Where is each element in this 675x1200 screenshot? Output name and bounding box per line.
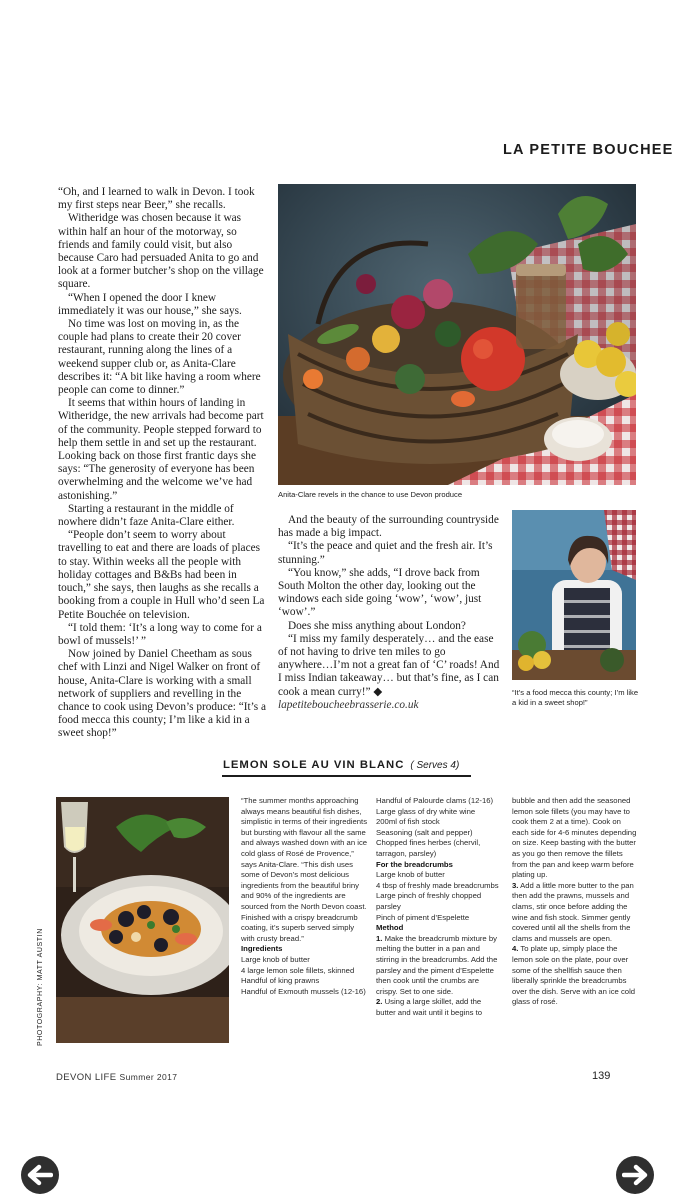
website-link[interactable]: lapetiteboucheebrasserie.co.uk (278, 698, 419, 711)
article-paragraph: Now joined by Daniel Cheetham as sous chef with Linzi and Nigel Walker on front of house, Anita-Clare is working with a small network of suppliers and revelling in the chance to cook using Devon’s produce: “It’s a food mecca this county; I’m like a kid in a sweet shop!” (58, 648, 266, 740)
step-number: 4. (512, 944, 519, 954)
magazine-issue: Summer 2017 (119, 1072, 178, 1082)
ingredient-item: Handful of Palourde clams (12-16) (376, 796, 494, 805)
method-step (376, 997, 500, 1018)
article-paragraph: “When I opened the door I knew immediately it was our house,” she says. (58, 291, 242, 317)
article-paragraph: “I told them: ‘It’s a long way to come for a bowl of mussels!’ ” (58, 621, 262, 647)
ingredient-item: Handful of Exmouth mussels (12-16) (241, 986, 366, 996)
article-paragraph: “It’s the peace and quiet and the fresh air. It’s stunning.” (278, 540, 493, 566)
breadcrumb-item: 4 tbsp of freshly made breadcrumbs (376, 880, 499, 890)
ingredient-item: Handful of king prawns (241, 976, 320, 986)
article-paragraph: “Oh, and I learned to walk in Devon. I took my first steps near Beer,” she recalls. (58, 186, 255, 212)
method-heading: Method (376, 923, 404, 933)
method-step (512, 881, 638, 945)
arrow-right-icon (622, 1164, 648, 1186)
ingredient-item: 4 large lemon sole fillets, skinned (241, 965, 355, 975)
article-paragraph: And the beauty of the surrounding countryside has made a big impact. (278, 514, 499, 540)
chef-photo-caption: “It’s a food mecca this county; I’m like a kid in a sweet shop!” (512, 688, 639, 707)
recipe-title (223, 759, 459, 771)
magazine-name: DEVON LIFE (56, 1072, 117, 1083)
ingredient-item: Large knob of butter (241, 954, 310, 964)
recipe-title-underline (222, 775, 471, 777)
ingredients-heading: Ingredients (241, 944, 283, 954)
step-number: 1. (376, 933, 383, 943)
article-column-1 (58, 186, 268, 741)
dish-photo (56, 797, 229, 1043)
article-paragraph: No time was lost on moving in, as the couple had plans to create their 20 cover restaurant, running along the lines of a weekend supper club or, as Anita-Clare describes it: “A bit like having a room where people can come to dinner.” (58, 318, 261, 397)
article-paragraph: “You know,” she adds, “I drove back from South Molton the other day, looking out the windows each side going ‘wow’, ‘wow’, just ‘wow’.” (278, 566, 482, 619)
recipe-column-2 (376, 796, 500, 1018)
main-photo-caption: Anita-Clare revels in the chance to use Devon produce (278, 490, 463, 499)
article-paragraph: Starting a restaurant in the middle of nowhere didn’t faze Anita-Clare either. (58, 502, 235, 529)
article-paragraph: “I miss my family desperately… and the ease of not having to drive ten miles to go anywhere…I’m not a great fan of ‘C’ roads! And I miss Indian takeaway… but that’s fine, as I can cook a mean curry!” ◆ (278, 632, 500, 698)
step-number: 2. (376, 997, 383, 1007)
back-button[interactable] (21, 1156, 59, 1194)
page-number: 139 (592, 1070, 611, 1082)
chef-photo (512, 510, 636, 680)
arrow-left-icon (27, 1164, 53, 1186)
method-step (512, 944, 638, 1008)
recipe-serves: ( Serves 4) (410, 760, 460, 771)
recipe-title-text: LEMON SOLE AU VIN BLANC (223, 759, 405, 771)
breadcrumbs-heading: For the breadcrumbs (376, 859, 453, 869)
step-number: 3. (512, 880, 519, 890)
ingredient-item: 200ml of fish stock (376, 817, 440, 827)
article-paragraph: “People don’t seem to worry about travelling to eat and there are loads of places to stay. Within weeks all the people with holiday cottages and B&Bs had been in touch,” she says, then laughs as she recalls a booking from a couple in Hull who’d seen La Petite Bouchée on television. (58, 529, 265, 621)
step-text: Add a little more butter to the pan then add the prawns, mussels and clams, stir once before adding the wine and fish stock. Simmer gently covered until all the shells from the clams and mussels are open. (512, 880, 634, 943)
forward-button[interactable] (616, 1156, 654, 1194)
recipe-column-1 (241, 796, 369, 997)
footer-magazine (56, 1072, 177, 1083)
method-step (376, 934, 500, 998)
article-column-2 (278, 514, 500, 712)
breadcrumb-item: Large pinch of freshly chopped parsley (376, 891, 482, 911)
ingredient-item: Seasoning (salt and pepper) (376, 827, 473, 837)
step-text-part-1: Using a large skillet, add the butter and wait until it begins to (376, 997, 482, 1017)
recipe-intro: “The summer months approaching always means beautiful fish dishes, simplistic in terms of their ingredients but bursting with flavour all the same and always washed down with an ice cold glass of Rosé de Provence,” says Anita-Clare. “This dish uses some of Devon’s most delicious ingredients from the beautiful briny and 90% of the ingredients are sourced from the North Devon coast. Finished with a crispy breadcrumb coating, it’s superb served simply with crusty bread.” (241, 796, 368, 943)
step-text: Make the breadcrumb mixture by melting the butter in a pan and stirring in the breadcrumbs. Add the parsley and the piment d’Espelette then cook until the crumbs are crispy. Set to one side. (376, 933, 498, 996)
article-paragraph: Does she miss anything about London? (288, 619, 466, 632)
ingredient-item: Chopped fines herbes (chervil, tarragon, parsley) (376, 838, 481, 858)
recipe-column-3 (512, 796, 638, 1008)
breadcrumb-item: Large knob of butter (376, 870, 445, 880)
section-title: LA PETITE BOUCHEE (503, 142, 674, 158)
photo-credit: PHOTOGRAPHY: MATT AUSTIN (37, 928, 44, 1046)
step-text-part-2: bubble and then add the seasoned lemon sole fillets (you may have to cook them 2 at a time). Cook on each side for 4-6 minutes depending on size. Keep basting with the butter as you go then remove the fillets from the pan and keep warm before plating up. (512, 796, 637, 880)
produce-basket-photo (278, 184, 636, 485)
article-paragraph: It seems that within hours of landing in Witheridge, the new arrivals had become part of the community. People stepped forward to help them settle in and set up the restaurant. Looking back on those first frantic days she says: “The generosity of everyone has been overwhelming and the welcome we’ve had astonishing.” (58, 397, 264, 502)
step-text: To plate up, simply place the lemon sole on the plate, pour over some of the shellfish sauce then liberally sprinkle the breadcrumbs over the dish. Serve with an ice cold glass of rosé. (512, 944, 636, 1007)
article-paragraph: Witheridge was chosen because it was within half an hour of the motorway, so friends and family could visit, but also because Caro had persuaded Anita to go and look at a former butcher’s shop on the village square. (58, 212, 264, 291)
breadcrumb-item: Pinch of piment d’Espelette (376, 912, 470, 922)
ingredient-item: Large glass of dry white wine (376, 806, 476, 816)
